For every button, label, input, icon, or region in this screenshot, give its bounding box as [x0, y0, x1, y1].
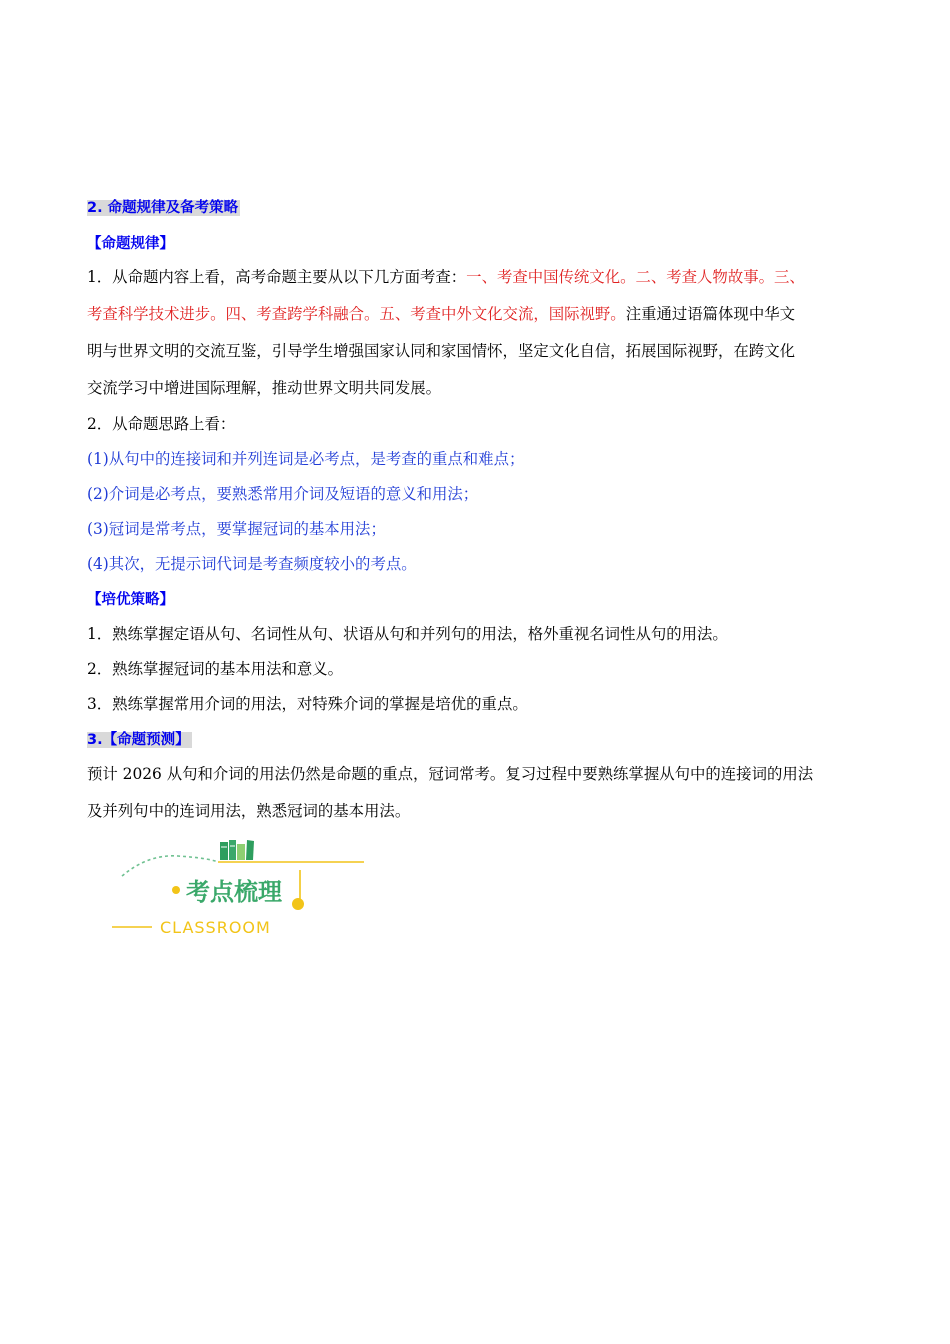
banner-title: 考点梳理: [186, 878, 282, 906]
paragraph-1-line-2: 考查科学技术进步。四、考查跨学科融合。五、考查中外文化交流，国际视野。注重通过语篇体现中华文: [87, 305, 795, 323]
dot-icon: [172, 886, 180, 894]
classroom-banner: [108, 832, 378, 942]
list-item: (4)其次，无提示词代词是考查频度较小的考点。: [87, 555, 417, 573]
dot-icon: [292, 898, 304, 910]
books-icon: [220, 840, 254, 860]
dotted-arc: [122, 856, 218, 876]
prediction-line-2: 及并列句中的连词用法，熟悉冠词的基本用法。: [87, 802, 411, 820]
paragraph-1-line-1: 1．从命题内容上看，高考命题主要从以下几方面考查：一、考查中国传统文化。二、考查人物故事。三、: [87, 268, 805, 286]
strategy-label: 【培优策略】: [87, 592, 174, 608]
prediction-line-1: 预计 2026 从句和介词的用法仍然是命题的重点，冠词常考。复习过程中要熟练掌握从句中的连接词的用法: [87, 765, 814, 783]
rule-label: 【命题规律】: [87, 236, 174, 252]
paragraph-1-line-3: 明与世界文明的交流互鉴，引导学生增强国家认同和家国情怀，坚定文化自信，拓展国际视野，在跨文化: [87, 342, 795, 360]
list-item: (3)冠词是常考点，要掌握冠词的基本用法；: [87, 520, 386, 538]
paragraph-1-line-4: 交流学习中增进国际理解，推动世界文明共同发展。: [87, 379, 441, 397]
strategy-item: 1．熟练掌握定语从句、名词性从句、状语从句和并列句的用法，格外重视名词性从句的用法。: [87, 625, 728, 643]
strategy-item: 3．熟练掌握常用介词的用法，对特殊介词的掌握是培优的重点。: [87, 695, 528, 713]
banner-subtitle: CLASSROOM: [160, 918, 271, 937]
section-3-heading: 3.【命题预测】: [87, 732, 190, 748]
list-item: (2)介词是必考点，要熟悉常用介词及短语的意义和用法；: [87, 485, 479, 503]
list-item: (1)从句中的连接词和并列连词是必考点，是考查的重点和难点；: [87, 450, 525, 468]
paragraph-2: 2．从命题思路上看：: [87, 415, 236, 433]
strategy-item: 2．熟练掌握冠词的基本用法和意义。: [87, 660, 344, 678]
section-2-heading: 2. 命题规律及备考策略: [87, 200, 239, 216]
